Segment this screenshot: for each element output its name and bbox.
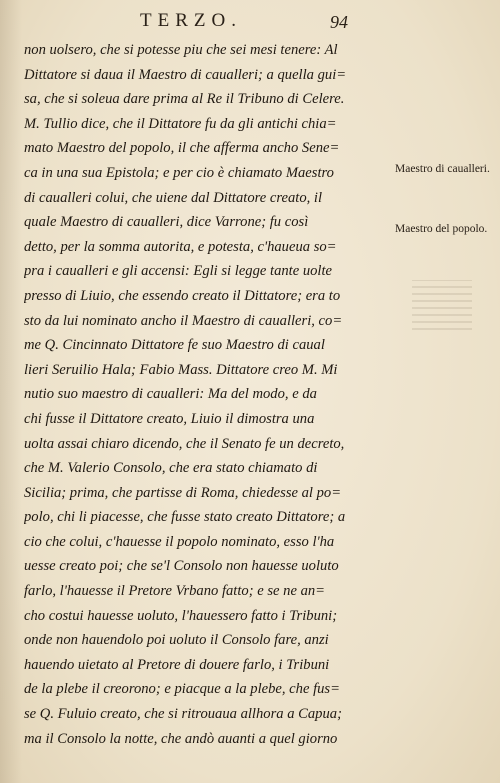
text-line: sa, che si soleua dare prima al Re il Tribuno di Celere. (24, 91, 345, 108)
text-line: quale Maestro di caualleri, dice Varrone; fu così (24, 214, 309, 231)
text-line: cho costui hauesse uoluto, l'hauessero fatto i Tribuni; (24, 607, 338, 624)
text-line: uolta assai chiaro dicendo, che il Senato fe un decreto, (24, 435, 345, 452)
text-line: onde non hauendolo poi uoluto il Consolo fare, anzi (24, 632, 329, 649)
text-line: sto da lui nominato ancho il Maestro di caualleri, co= (24, 312, 343, 329)
marginal-note: Maestro del popolo. (395, 223, 488, 235)
ink-bleed-through (412, 280, 472, 330)
text-line: ca in una sua Epistola; e per cio è chiamato Maestro (24, 164, 334, 181)
text-line: di caualleri colui, che uiene dal Dittatore creato, il (24, 189, 323, 206)
text-line: lieri Seruilio Hala; Fabio Mass. Dittatore creo M. Mi (24, 361, 338, 378)
page-number: 94 (330, 12, 348, 32)
marginal-note: Maestro di caualleri. (395, 163, 490, 175)
text-line: pra i caualleri e gli accensi: Egli si legge tante uolte (24, 263, 333, 280)
text-line: uesse creato poi; che se'l Consolo non hauesse uoluto (24, 558, 339, 575)
text-line: polo, chi li piacesse, che fusse stato creato Dittatore; a (24, 509, 346, 526)
text-line: mato Maestro del popolo, il che afferma ancho Sene= (24, 140, 340, 157)
body-text (24, 38, 390, 751)
text-line: ma il Consolo la notte, che andò auanti a quel giorno (24, 730, 338, 747)
text-line: chi fusse il Dittatore creato, Liuio il dimostra una (24, 410, 315, 427)
text-line: hauendo uietato al Pretore di douere farlo, i Tribuni (24, 656, 330, 673)
text-line: farlo, l'hauesse il Pretore Vrbano fatto; e se ne an= (24, 583, 326, 600)
text-line: nutio suo maestro di caualleri: Ma del modo, e da (24, 386, 317, 403)
text-line: M. Tullio dice, che il Dittatore fu da gli antichi chia= (24, 115, 337, 132)
text-line: Dittatore si daua il Maestro di caualleri; a quella gui= (24, 66, 347, 83)
text-line: de la plebe il creorono; e piacque a la plebe, che fus= (24, 681, 340, 698)
text-line: se Q. Fuluio creato, che si ritrouaua allhora a Capua; (24, 706, 342, 723)
text-line: cio che colui, c'hauesse il popolo nominato, esso l'ha (24, 533, 335, 550)
running-title: TERZO. (140, 10, 242, 31)
text-line: Sicilia; prima, che partisse di Roma, chiedesse al po= (24, 484, 342, 501)
text-line: me Q. Cincinnato Dittatore fe suo Maestro di caual (24, 337, 325, 354)
text-line: presso di Liuio, che essendo creato il Dittatore; era to (24, 287, 341, 304)
text-line: che M. Valerio Consolo, che era stato chiamato di (24, 460, 318, 477)
text-line: non uolsero, che si potesse piu che sei mesi tenere: Al (24, 42, 338, 58)
text-line: detto, per la somma autorita, e potesta, c'haueua so= (24, 238, 337, 255)
